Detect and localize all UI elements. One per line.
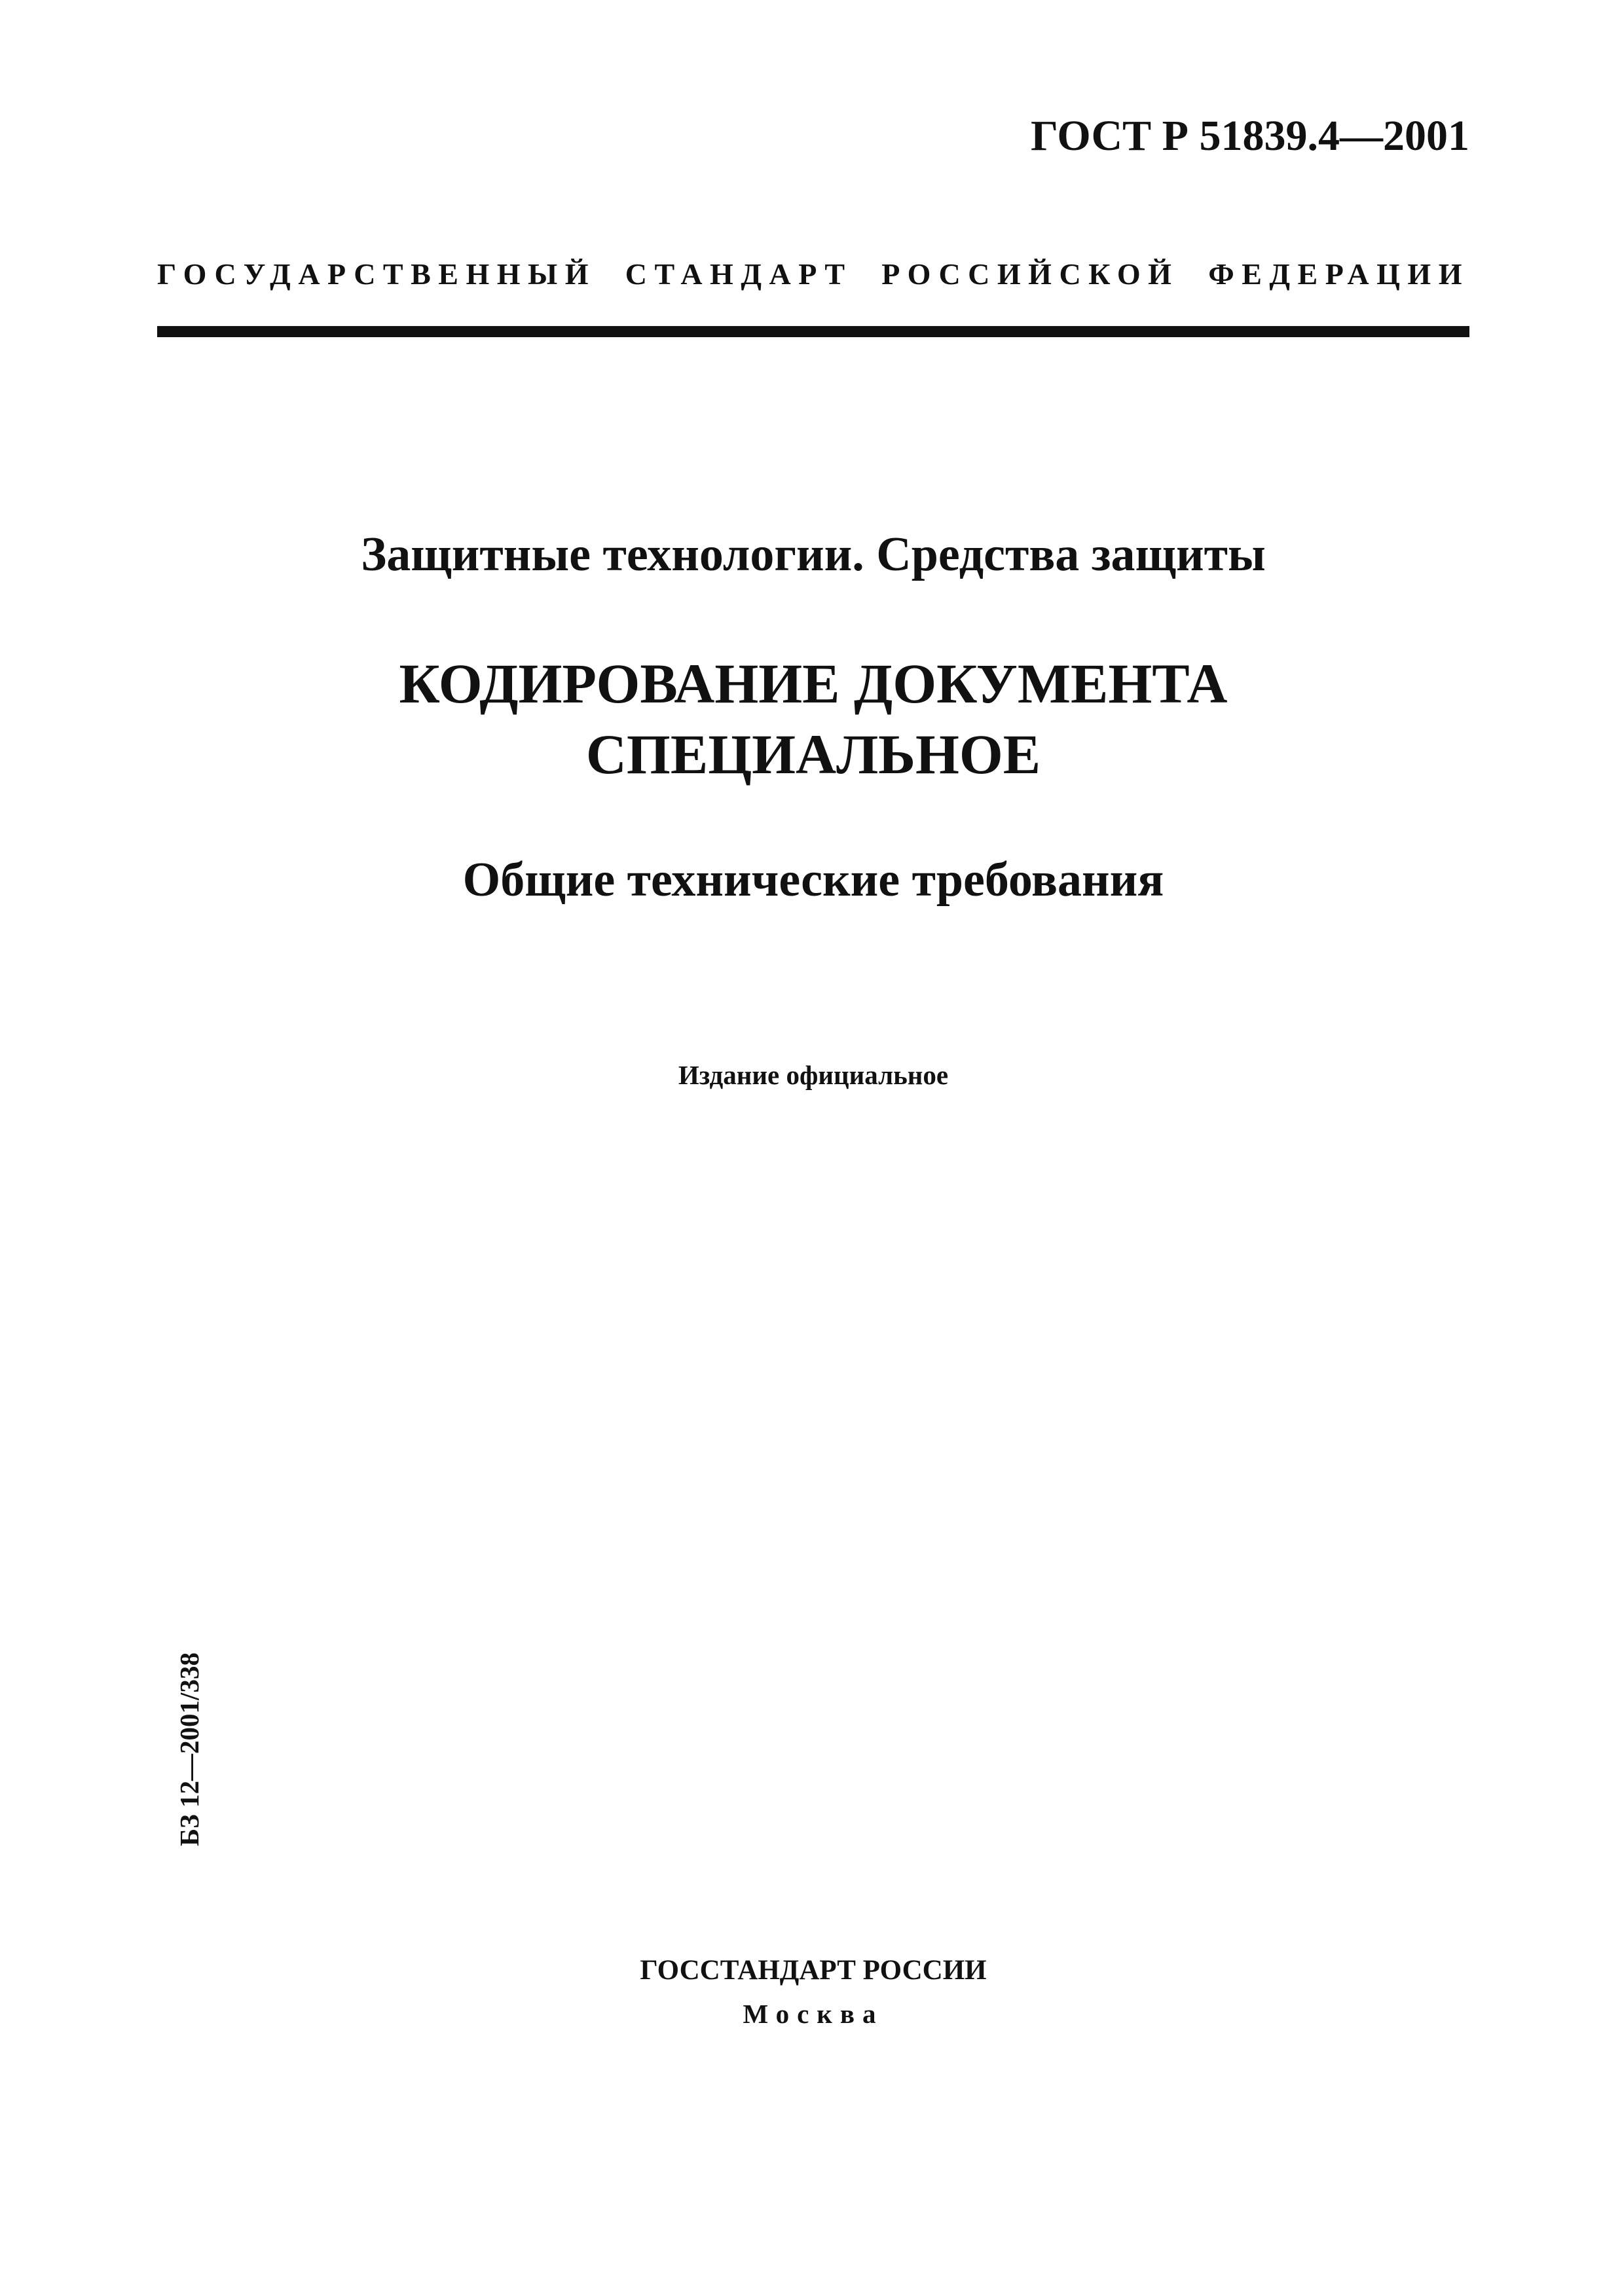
main-title [157,648,1469,790]
publisher: ГОССТАНДАРТ РОССИИ [640,1955,987,1986]
header-divider [157,326,1469,337]
series-title: Защитные технологии. Средства защиты [361,528,1266,581]
document-number: ГОСТ Р 51839.4—2001 [1031,112,1469,160]
publication-city: Москва [743,1999,884,2029]
subtitle: Общие технические требования [462,853,1164,907]
main-title-line-2: СПЕЦИАЛЬНОЕ [585,723,1041,786]
edition-label: Издание официальное [678,1060,949,1090]
standard-header: ГОСУДАРСТВЕННЫЙ СТАНДАРТ РОССИЙСКОЙ ФЕДЕРАЦИИ [157,257,1469,291]
main-title-line-1: КОДИРОВАНИЕ ДОКУМЕНТА [399,652,1228,715]
side-code: БЗ 12—2001/338 [174,1652,204,1846]
